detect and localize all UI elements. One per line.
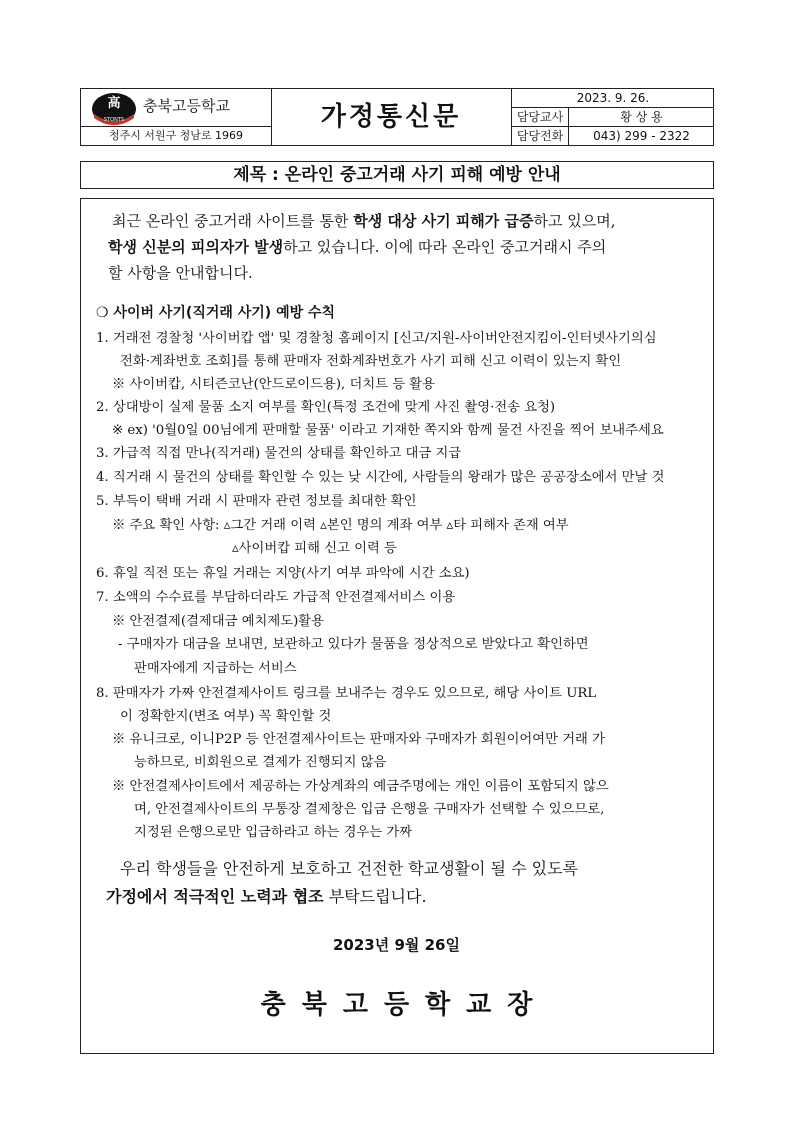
rule-note: ※ 주요 확인 사항: ▵그간 거래 이력 ▵본인 명의 계좌 여부 ▵타 피해자 존재 여부 [112, 518, 569, 533]
rule-note: 지정된 은행으로만 입금하라고 하는 경우는 가짜 [134, 825, 413, 840]
teacher-name: 황 상 용 [620, 110, 663, 124]
rule-note: ※ 사이버캅, 시티즌코난(안드로이드용), 더치트 등 활용 [112, 377, 435, 392]
teacher-row [512, 108, 714, 127]
teacher-label: 담당교사 [512, 108, 569, 126]
page-title: 가정통신문 [320, 102, 462, 132]
svg-text:STONTS: STONTS [103, 117, 125, 123]
rule-line: 5. 부득이 택배 거래 시 판매자 관련 정보를 최대한 확인 [96, 494, 417, 509]
closing-line-1: 우리 학생들을 안전하게 보호하고 건전한 학교생활이 될 수 있도록 [120, 859, 579, 878]
issue-date: 2023. 9. 26. [512, 89, 714, 108]
school-block [81, 89, 272, 145]
rule-note: - 구매자가 대금을 보내면, 보관하고 있다가 물품을 정상적으로 받았다고 확인하면 [118, 637, 589, 652]
phone-number: 043) 299 - 2322 [593, 129, 690, 143]
school-name: 충북고등학교 [143, 97, 230, 115]
rule-note: 며, 안전결제사이트의 무통장 결제창은 입금 은행을 구매자가 선택할 수 있으므로, [134, 802, 605, 817]
rule-line: 전화·계좌번호 조회]를 통해 판매자 전화계좌번호가 사기 피해 신고 이력이 있는지 확인 [120, 354, 622, 369]
school-logo-icon [91, 92, 137, 126]
rule-note: ※ ex) '0월0일 00님에게 판매할 물품' 이라고 기재한 쪽지와 함께 물건 사진을 찍어 보내주세요 [112, 423, 664, 438]
intro-line-2: 학생 신분의 피의자가 발생하고 있습니다. 이에 따라 온라인 중고거래시 주의 [108, 238, 607, 256]
rule-note: ▵사이버캅 피해 신고 이력 등 [232, 541, 397, 556]
rule-note: ※ 유니크로, 이니P2P 등 안전결제사이트는 판매자와 구매자가 회원이어여만 거래 가 [112, 732, 605, 747]
rule-line: 6. 휴일 직전 또는 휴일 거래는 지양(사기 여부 파악에 시간 소요) [96, 566, 470, 581]
letterhead [80, 88, 714, 146]
school-address: 청주시 서원구 청남로 1969 [81, 126, 271, 146]
rule-note: ※ 안전결제사이트에서 제공하는 가상계좌의 예금주명에는 개인 이름이 포함되지 않으 [112, 779, 609, 794]
principal-signature: 충북고등학교장 [260, 990, 549, 1020]
phone-row [512, 127, 714, 145]
phone-label: 담당전화 [512, 127, 569, 145]
intro-line-3: 할 사항을 안내합니다. [108, 264, 253, 282]
rule-line: 1. 거래전 경찰청 '사이버캅 앱' 및 경찰청 홈페이지 [신고/지원-사이버안전지킴이-인터넷사기의심 [96, 331, 657, 346]
rule-line: 8. 판매자가 가짜 안전결제사이트 링크를 보내주는 경우도 있으므로, 해당 사이트 URL [96, 686, 597, 701]
rule-note: ※ 안전결제(결제대금 예치제도)활용 [112, 614, 324, 629]
rule-note: 능하므로, 비회원으로 결제가 진행되지 않음 [134, 755, 387, 770]
section-title: ❍ 사이버 사기(직거래 사기) 예방 수칙 [96, 305, 336, 321]
rule-line: 이 정확한지(변조 여부) 꼭 확인할 것 [120, 709, 332, 724]
contact-block [511, 89, 714, 145]
rule-line: 3. 가급적 직접 만나(직거래) 물건의 상태를 확인하고 대금 지급 [96, 446, 462, 461]
closing-line-2: 가정에서 적극적인 노력과 협조 부탁드립니다. [106, 887, 427, 906]
notice-date: 2023년 9월 26일 [333, 936, 460, 954]
svg-text:高: 高 [107, 96, 121, 111]
subject-title: 제목 : 온라인 중고거래 사기 피해 예방 안내 [80, 161, 714, 189]
rule-note: 판매자에게 지급하는 서비스 [134, 661, 297, 676]
rule-line: 2. 상대방이 실제 물품 소지 여부를 확인(특정 조건에 맞게 사진 촬영·전송 요청) [96, 400, 556, 415]
intro-line-1: 최근 온라인 중고거래 사이트를 통한 학생 대상 사기 피해가 급증하고 있으며, [112, 212, 616, 230]
rule-line: 4. 직거래 시 물건의 상태를 확인할 수 있는 낮 시간에, 사람들의 왕래가 많은 공공장소에서 만날 것 [96, 470, 665, 485]
rule-line: 7. 소액의 수수료를 부담하더라도 가급적 안전결제서비스 이용 [96, 590, 456, 605]
